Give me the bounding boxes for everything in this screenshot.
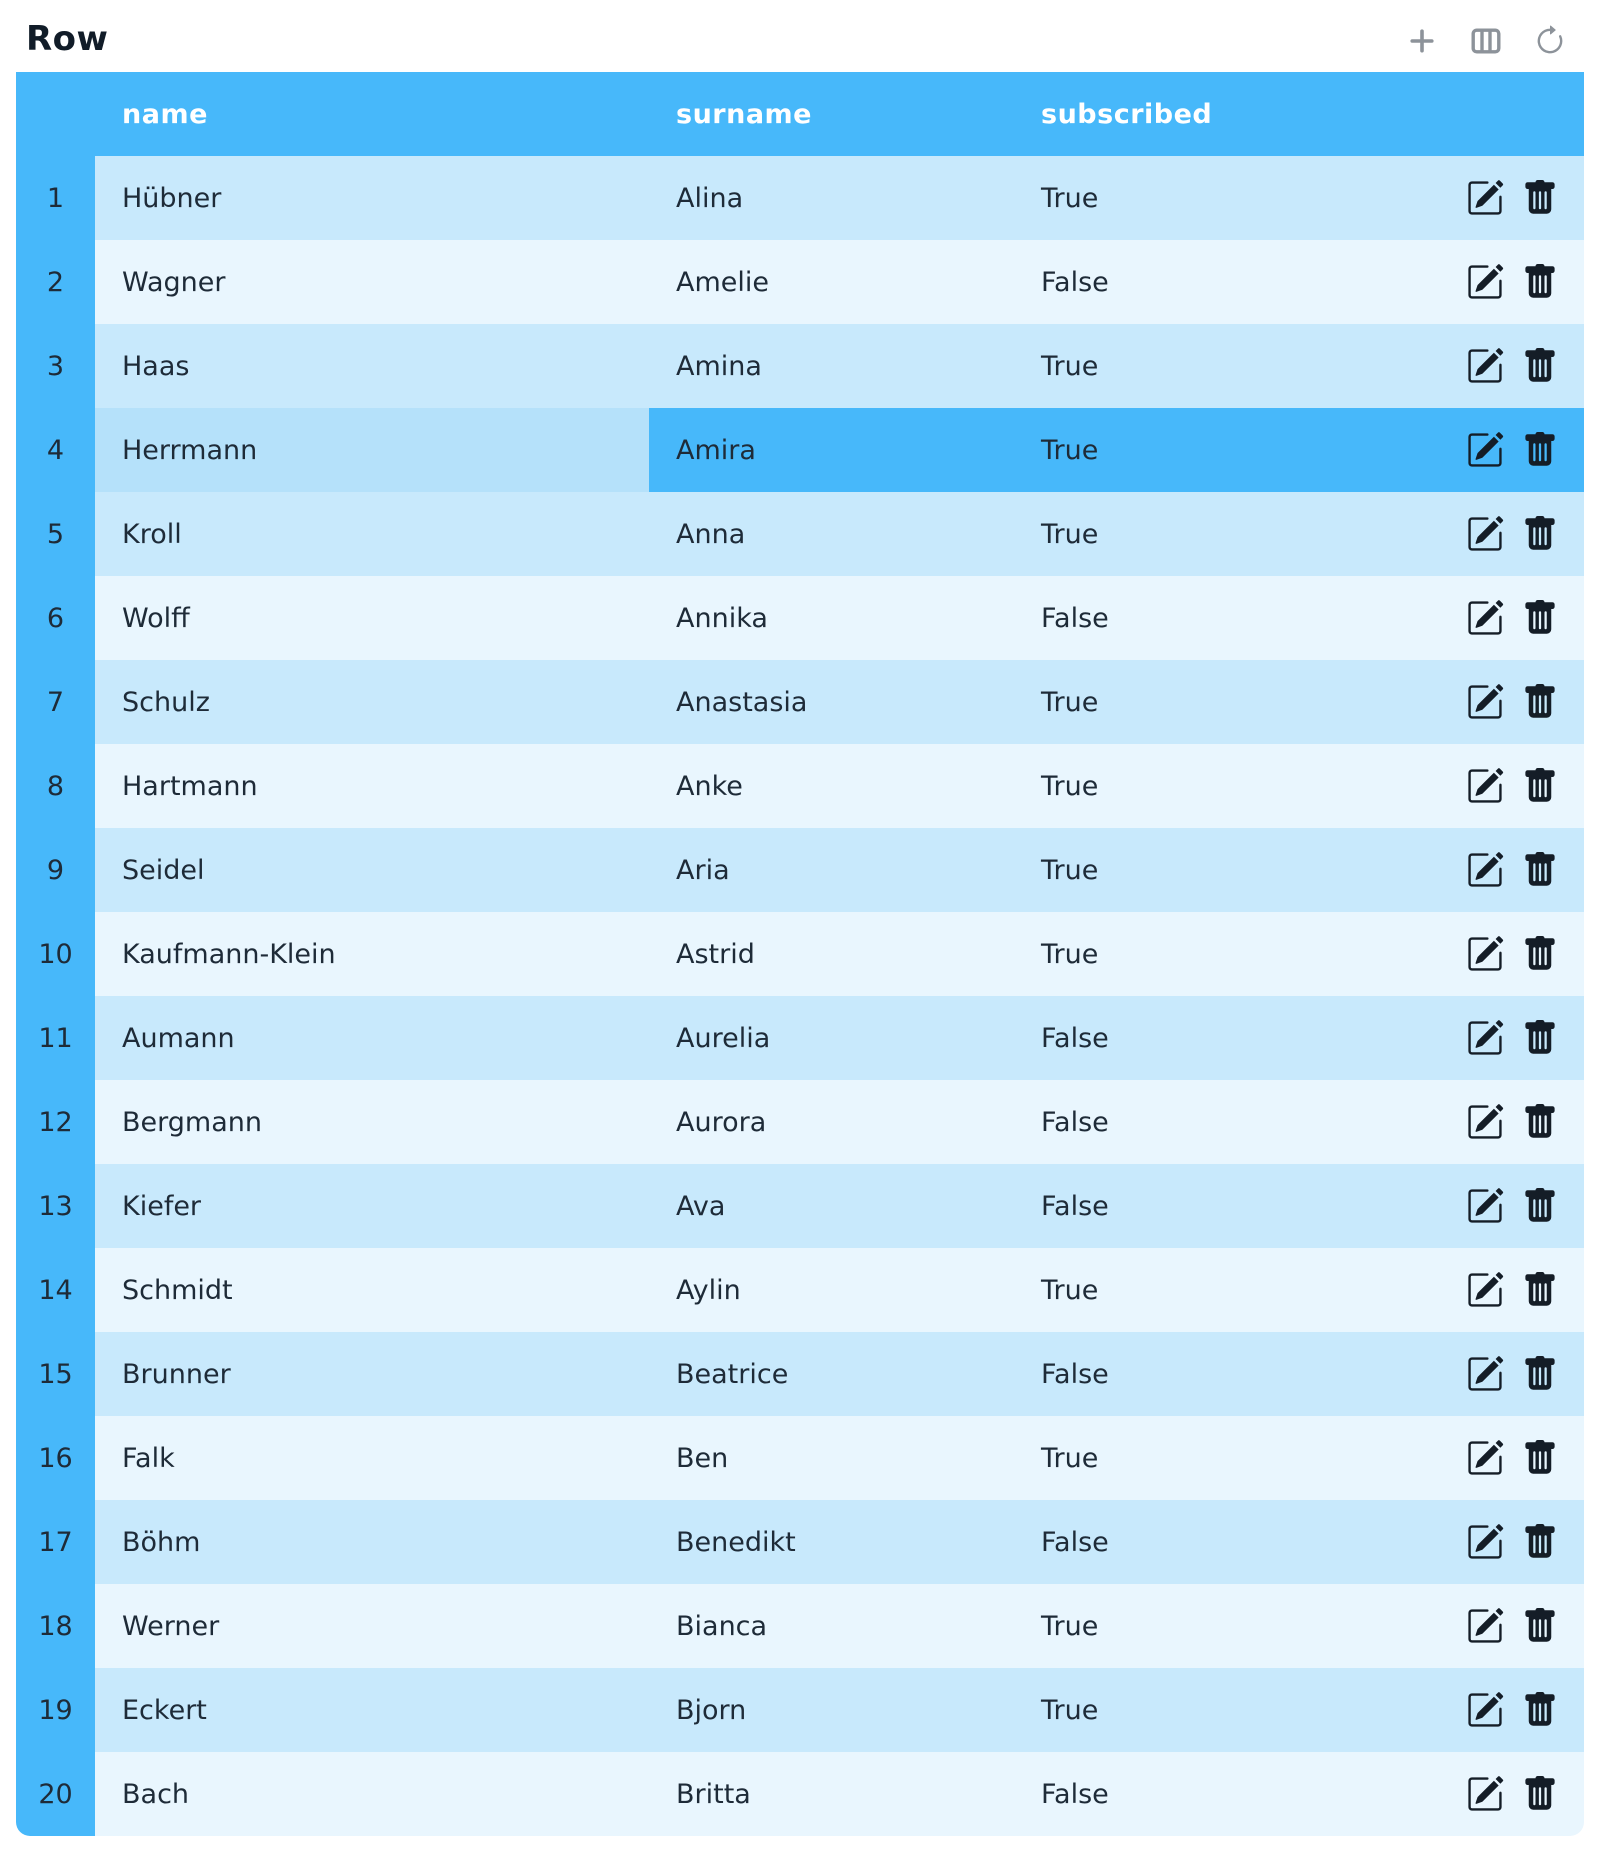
delete-row-button[interactable] [1522, 1020, 1558, 1056]
plus-icon [1406, 25, 1438, 57]
trash-icon [1522, 516, 1558, 552]
row-actions [1466, 515, 1558, 553]
subscribed-value: True [1041, 770, 1099, 802]
trash-icon [1522, 1440, 1558, 1476]
row-number[interactable]: 17 [16, 1500, 95, 1584]
cell-surname[interactable]: Amira [649, 408, 1014, 492]
cell-name[interactable]: Bergmann [95, 1080, 649, 1164]
delete-row-button[interactable] [1522, 1608, 1558, 1644]
trash-icon [1522, 684, 1558, 720]
table-row [16, 492, 1584, 576]
pencil-square-icon [1466, 515, 1504, 553]
row-number[interactable]: 15 [16, 1332, 95, 1416]
edit-row-button[interactable] [1466, 1355, 1504, 1393]
subscribed-value: True [1041, 938, 1099, 970]
cell-subscribed[interactable] [1014, 1080, 1584, 1164]
trash-icon [1522, 1692, 1558, 1728]
toolbar-actions [1402, 11, 1574, 61]
cell-subscribed[interactable] [1014, 1584, 1584, 1668]
cell-name[interactable]: Hübner [95, 156, 649, 240]
pencil-square-icon [1466, 347, 1504, 385]
column-header-name[interactable]: name [95, 72, 649, 156]
trash-icon [1522, 432, 1558, 468]
subscribed-value: False [1041, 602, 1109, 634]
delete-row-button[interactable] [1522, 936, 1558, 972]
row-actions [1466, 347, 1558, 385]
cell-subscribed[interactable] [1014, 1332, 1584, 1416]
cell-subscribed[interactable] [1014, 744, 1584, 828]
row-actions [1466, 1019, 1558, 1057]
cell-name[interactable]: Kaufmann-Klein [95, 912, 649, 996]
cell-name[interactable]: Aumann [95, 996, 649, 1080]
cell-surname[interactable]: Bianca [649, 1584, 1014, 1668]
row-actions [1466, 683, 1558, 721]
pencil-square-icon [1466, 179, 1504, 217]
toolbar [0, 0, 1600, 72]
cell-surname[interactable]: Aylin [649, 1248, 1014, 1332]
subscribed-value: True [1041, 1274, 1099, 1306]
edit-row-button[interactable] [1466, 1271, 1504, 1309]
row-actions [1466, 1103, 1558, 1141]
cell-subscribed[interactable] [1014, 1500, 1584, 1584]
delete-row-button[interactable] [1522, 1776, 1558, 1812]
table-row [16, 1500, 1584, 1584]
edit-row-button[interactable] [1466, 1439, 1504, 1477]
cell-subscribed[interactable] [1014, 240, 1584, 324]
table-row [16, 1416, 1584, 1500]
row-actions [1466, 599, 1558, 637]
row-number[interactable]: 6 [16, 576, 95, 660]
pencil-square-icon [1466, 599, 1504, 637]
edit-row-button[interactable] [1466, 1775, 1504, 1813]
add-row-button[interactable] [1402, 21, 1442, 61]
subscribed-value: False [1041, 1358, 1109, 1390]
edit-row-button[interactable] [1466, 851, 1504, 889]
cell-subscribed[interactable] [1014, 1248, 1584, 1332]
delete-row-button[interactable] [1522, 432, 1558, 468]
table-row [16, 576, 1584, 660]
row-actions [1466, 179, 1558, 217]
delete-row-button[interactable] [1522, 1188, 1558, 1224]
pencil-square-icon [1466, 767, 1504, 805]
row-actions [1466, 851, 1558, 889]
delete-row-button[interactable] [1522, 1356, 1558, 1392]
table-row [16, 828, 1584, 912]
subscribed-value: True [1041, 434, 1099, 466]
subscribed-value: False [1041, 1022, 1109, 1054]
trash-icon [1522, 1524, 1558, 1560]
cell-name[interactable]: Brunner [95, 1332, 649, 1416]
table-body [16, 156, 1584, 1836]
cell-surname[interactable]: Bjorn [649, 1668, 1014, 1752]
row-actions [1466, 1187, 1558, 1225]
row-actions [1466, 431, 1558, 469]
trash-icon [1522, 936, 1558, 972]
delete-row-button[interactable] [1522, 1104, 1558, 1140]
cell-surname[interactable]: Aurora [649, 1080, 1014, 1164]
cell-surname[interactable]: Benedikt [649, 1500, 1014, 1584]
pencil-square-icon [1466, 851, 1504, 889]
column-header-subscribed[interactable]: subscribed [1014, 72, 1584, 156]
pencil-square-icon [1466, 935, 1504, 973]
cell-name[interactable]: Herrmann [95, 408, 649, 492]
table-row [16, 1752, 1584, 1836]
trash-icon [1522, 1356, 1558, 1392]
row-number[interactable]: 19 [16, 1668, 95, 1752]
row-number[interactable]: 3 [16, 324, 95, 408]
edit-row-button[interactable] [1466, 1523, 1504, 1561]
delete-row-button[interactable] [1522, 516, 1558, 552]
cell-subscribed[interactable] [1014, 1416, 1584, 1500]
cell-name[interactable]: Wagner [95, 240, 649, 324]
page-title: Row [26, 19, 109, 59]
trash-icon [1522, 768, 1558, 804]
edit-row-button[interactable] [1466, 179, 1504, 217]
row-actions [1466, 1691, 1558, 1729]
subscribed-value: True [1041, 518, 1099, 550]
cell-subscribed[interactable] [1014, 1668, 1584, 1752]
cell-name[interactable]: Hartmann [95, 744, 649, 828]
cell-surname[interactable]: Beatrice [649, 1332, 1014, 1416]
cell-name[interactable]: Kroll [95, 492, 649, 576]
subscribed-value: True [1041, 1442, 1099, 1474]
pencil-square-icon [1466, 1103, 1504, 1141]
table-row [16, 996, 1584, 1080]
pencil-square-icon [1466, 431, 1504, 469]
pencil-square-icon [1466, 1775, 1504, 1813]
row-number[interactable]: 10 [16, 912, 95, 996]
subscribed-value: False [1041, 266, 1109, 298]
pencil-square-icon [1466, 1187, 1504, 1225]
table-row [16, 240, 1584, 324]
subscribed-value: False [1041, 1190, 1109, 1222]
cell-surname[interactable]: Alina [649, 156, 1014, 240]
table-row [16, 324, 1584, 408]
trash-icon [1522, 1608, 1558, 1644]
cell-subscribed[interactable] [1014, 912, 1584, 996]
row-number[interactable]: 1 [16, 156, 95, 240]
cell-name[interactable]: Seidel [95, 828, 649, 912]
row-actions [1466, 935, 1558, 973]
trash-icon [1522, 1020, 1558, 1056]
row-number[interactable]: 2 [16, 240, 95, 324]
subscribed-value: True [1041, 1610, 1099, 1642]
table-row [16, 660, 1584, 744]
delete-row-button[interactable] [1522, 1692, 1558, 1728]
trash-icon [1522, 348, 1558, 384]
table-row [16, 1668, 1584, 1752]
row-number[interactable]: 13 [16, 1164, 95, 1248]
row-actions [1466, 1439, 1558, 1477]
cell-surname[interactable]: Ava [649, 1164, 1014, 1248]
row-actions [1466, 1271, 1558, 1309]
edit-row-button[interactable] [1466, 683, 1504, 721]
edit-row-button[interactable] [1466, 515, 1504, 553]
cell-name[interactable]: Werner [95, 1584, 649, 1668]
subscribed-value: True [1041, 350, 1099, 382]
trash-icon [1522, 852, 1558, 888]
refresh-icon [1534, 25, 1566, 57]
edit-row-button[interactable] [1466, 1019, 1504, 1057]
pencil-square-icon [1466, 1019, 1504, 1057]
delete-row-button[interactable] [1522, 1272, 1558, 1308]
pencil-square-icon [1466, 1355, 1504, 1393]
cell-name[interactable]: Wolff [95, 576, 649, 660]
row-number[interactable]: 4 [16, 408, 95, 492]
delete-row-button[interactable] [1522, 348, 1558, 384]
trash-icon [1522, 1776, 1558, 1812]
cell-surname[interactable]: Amina [649, 324, 1014, 408]
cell-surname[interactable]: Aria [649, 828, 1014, 912]
trash-icon [1522, 1104, 1558, 1140]
trash-icon [1522, 1188, 1558, 1224]
trash-icon [1522, 600, 1558, 636]
edit-row-button[interactable] [1466, 1607, 1504, 1645]
column-header-surname[interactable]: surname [649, 72, 1014, 156]
subscribed-value: True [1041, 1694, 1099, 1726]
edit-row-button[interactable] [1466, 1187, 1504, 1225]
edit-row-button[interactable] [1466, 1691, 1504, 1729]
cell-name[interactable]: Schulz [95, 660, 649, 744]
row-actions [1466, 1607, 1558, 1645]
edit-row-button[interactable] [1466, 431, 1504, 469]
subscribed-value: True [1041, 854, 1099, 886]
cell-subscribed[interactable] [1014, 492, 1584, 576]
refresh-button[interactable] [1530, 21, 1570, 61]
delete-row-button[interactable] [1522, 180, 1558, 216]
row-number[interactable]: 9 [16, 828, 95, 912]
row-number[interactable]: 16 [16, 1416, 95, 1500]
cell-surname[interactable]: Astrid [649, 912, 1014, 996]
edit-row-button[interactable] [1466, 347, 1504, 385]
pencil-square-icon [1466, 1691, 1504, 1729]
row-number[interactable]: 5 [16, 492, 95, 576]
delete-row-button[interactable] [1522, 600, 1558, 636]
row-number-header [16, 72, 95, 156]
edit-row-button[interactable] [1466, 1103, 1504, 1141]
cell-surname[interactable]: Ben [649, 1416, 1014, 1500]
row-actions [1466, 767, 1558, 805]
pencil-square-icon [1466, 1523, 1504, 1561]
table-row [16, 1080, 1584, 1164]
table-row [16, 156, 1584, 240]
cell-name[interactable]: Kiefer [95, 1164, 649, 1248]
columns-button[interactable] [1466, 21, 1506, 61]
trash-icon [1522, 1272, 1558, 1308]
cell-subscribed[interactable] [1014, 408, 1584, 492]
pencil-square-icon [1466, 1271, 1504, 1309]
cell-name[interactable]: Eckert [95, 1668, 649, 1752]
cell-subscribed[interactable] [1014, 996, 1584, 1080]
subscribed-value: False [1041, 1778, 1109, 1810]
row-number[interactable]: 18 [16, 1584, 95, 1668]
edit-row-button[interactable] [1466, 935, 1504, 973]
cell-name[interactable]: Haas [95, 324, 649, 408]
row-number[interactable]: 7 [16, 660, 95, 744]
table-row [16, 912, 1584, 996]
edit-row-button[interactable] [1466, 767, 1504, 805]
cell-subscribed[interactable] [1014, 1752, 1584, 1836]
cell-surname[interactable]: Anastasia [649, 660, 1014, 744]
cell-surname[interactable]: Aurelia [649, 996, 1014, 1080]
row-actions [1466, 1355, 1558, 1393]
table-header-row [16, 72, 1584, 156]
edit-row-button[interactable] [1466, 263, 1504, 301]
cell-surname[interactable]: Britta [649, 1752, 1014, 1836]
delete-row-button[interactable] [1522, 852, 1558, 888]
pencil-square-icon [1466, 1607, 1504, 1645]
subscribed-value: True [1041, 686, 1099, 718]
row-number[interactable]: 12 [16, 1080, 95, 1164]
row-number[interactable]: 20 [16, 1752, 95, 1836]
cell-subscribed[interactable] [1014, 576, 1584, 660]
cell-surname[interactable]: Amelie [649, 240, 1014, 324]
cell-subscribed[interactable] [1014, 1164, 1584, 1248]
delete-row-button[interactable] [1522, 684, 1558, 720]
subscribed-value: False [1041, 1526, 1109, 1558]
table-row [16, 1332, 1584, 1416]
cell-name[interactable]: Bach [95, 1752, 649, 1836]
cell-name[interactable]: Falk [95, 1416, 649, 1500]
row-number[interactable]: 14 [16, 1248, 95, 1332]
table-row [16, 1164, 1584, 1248]
pencil-square-icon [1466, 683, 1504, 721]
table-row [16, 744, 1584, 828]
cell-subscribed[interactable] [1014, 324, 1584, 408]
table-row [16, 1584, 1584, 1668]
cell-subscribed[interactable] [1014, 156, 1584, 240]
table-row [16, 408, 1584, 492]
subscribed-value: True [1041, 182, 1099, 214]
delete-row-button[interactable] [1522, 1440, 1558, 1476]
subscribed-value: False [1041, 1106, 1109, 1138]
cell-surname[interactable]: Annika [649, 576, 1014, 660]
trash-icon [1522, 180, 1558, 216]
pencil-square-icon [1466, 263, 1504, 301]
row-number[interactable]: 11 [16, 996, 95, 1080]
trash-icon [1522, 264, 1558, 300]
pencil-square-icon [1466, 1439, 1504, 1477]
row-actions [1466, 1523, 1558, 1561]
data-table [16, 72, 1584, 1836]
cell-subscribed[interactable] [1014, 660, 1584, 744]
cell-surname[interactable]: Anna [649, 492, 1014, 576]
cell-subscribed[interactable] [1014, 828, 1584, 912]
cell-name[interactable]: Schmidt [95, 1248, 649, 1332]
cell-name[interactable]: Böhm [95, 1500, 649, 1584]
table-row [16, 1248, 1584, 1332]
row-actions [1466, 263, 1558, 301]
columns-icon [1470, 25, 1502, 57]
delete-row-button[interactable] [1522, 768, 1558, 804]
delete-row-button[interactable] [1522, 1524, 1558, 1560]
cell-surname[interactable]: Anke [649, 744, 1014, 828]
edit-row-button[interactable] [1466, 599, 1504, 637]
row-actions [1466, 1775, 1558, 1813]
delete-row-button[interactable] [1522, 264, 1558, 300]
row-number[interactable]: 8 [16, 744, 95, 828]
